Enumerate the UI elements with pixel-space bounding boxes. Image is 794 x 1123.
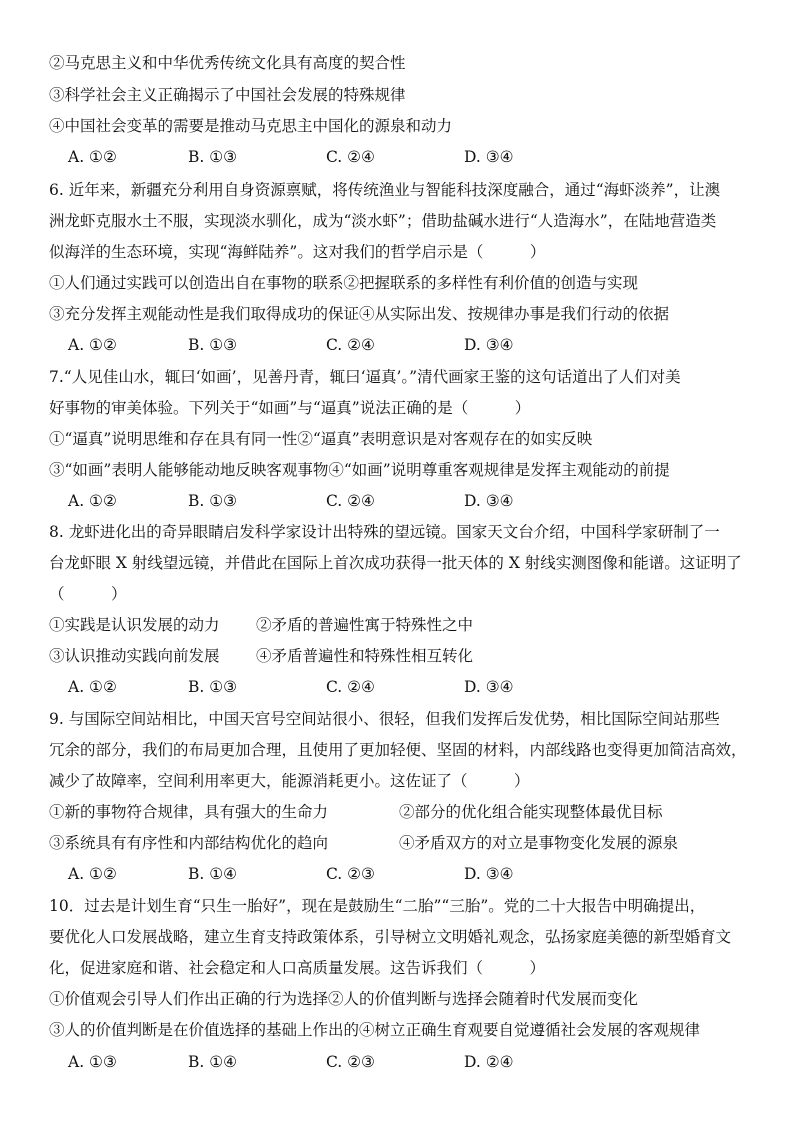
q9-option-d[interactable]: D. ③④ <box>464 865 514 883</box>
q6-stem-line-2: 洲龙虾克服水土不服，实现淡水驯化，成为“淡水虾”；借助盐碱水进行“人造海水”，在陆地营造类 <box>49 212 717 230</box>
q7-option-b[interactable]: B. ①③ <box>188 492 238 510</box>
q8-statement-3: ③认识推动实践向前发展 <box>49 647 220 665</box>
q10-option-c[interactable]: C. ②③ <box>326 1053 375 1071</box>
q8-stem-line-2: 台龙虾眼 X 射线望远镜，并借此在国际上首次成功获得一批天体的 X 射线实测图像和能谱。这证明了 <box>49 554 742 572</box>
q8-statement-1: ①实践是认识发展的动力 <box>49 616 220 634</box>
q5-statement-3: ③科学社会主义正确揭示了中国社会发展的特殊规律 <box>49 86 406 104</box>
q6-stem-line-3: 似海洋的生态环境，实现“海鲜陆养”。这对我们的哲学启示是（ ） <box>49 243 546 261</box>
q9-statements-row-1 <box>49 802 754 822</box>
q7-statements-1-2: ①“逼真”说明思维和存在具有同一性②“逼真”表明意识是对客观存在的如实反映 <box>49 430 593 448</box>
q10-stem-line-2: 要优化人口发展战略，建立生育支持政策体系，引导树立文明婚礼观念，弘扬家庭美德的新型婚育文 <box>49 928 732 946</box>
q9-statement-2: ②部分的优化组合能实现整体最优目标 <box>399 803 663 821</box>
q5-statement-4: ④中国社会变革的需要是推动马克思主中国化的源泉和动力 <box>49 117 453 135</box>
q9-option-b[interactable]: B. ①④ <box>188 865 238 883</box>
q7-option-c[interactable]: C. ②④ <box>326 492 375 510</box>
q9-option-a[interactable]: A. ①② <box>68 865 117 883</box>
q10-option-d[interactable]: D. ②④ <box>464 1053 514 1071</box>
q8-option-a[interactable]: A. ①② <box>68 678 117 696</box>
q6-stem-line-1: 6. 近年来，新疆充分利用自身资源禀赋，将传统渔业与智能科技深度融合，通过“海虾淡养”，让澳 <box>49 181 721 199</box>
q6-statements-3-4: ③充分发挥主观能动性是我们取得成功的保证④从实际出发、按规律办事是我们行动的依据 <box>49 305 670 323</box>
q10-stem-line-1: 10．过去是计划生育“只生一胎好”，现在是鼓励生“二胎”“三胎”。党的二十大报告中明确提出， <box>49 897 706 915</box>
q9-statement-1: ①新的事物符合规律，具有强大的生命力 <box>49 803 329 821</box>
q8-option-c[interactable]: C. ②④ <box>326 678 375 696</box>
q6-option-d[interactable]: D. ③④ <box>464 336 514 354</box>
q10-statements-3-4: ③人的价值判断是在价值选择的基础上作出的④树立正确生育观要自觉遵循社会发展的客观规律 <box>49 1021 701 1039</box>
q7-option-d[interactable]: D. ③④ <box>464 492 514 510</box>
q7-stem-line-2: 好事物的审美体验。下列关于“如画”与“逼真”说法正确的是（ ） <box>49 399 531 417</box>
q10-stem-line-3: 化，促进家庭和谐、社会稳定和人口高质量发展。这告诉我们（ ） <box>49 959 546 977</box>
q6-option-b[interactable]: B. ①③ <box>188 336 238 354</box>
q8-statements-row-2 <box>49 646 754 666</box>
q7-options <box>68 491 588 511</box>
q7-statements-3-4: ③“如画”表明人能够能动地反映客观事物④“如画”说明尊重客观规律是发挥主观能动的前提 <box>49 461 670 479</box>
q7-option-a[interactable]: A. ①② <box>68 492 117 510</box>
q5-option-c[interactable]: C. ②④ <box>326 148 375 166</box>
q10-options <box>68 1052 588 1072</box>
q9-statements-row-2 <box>49 833 754 853</box>
q8-statement-2: ②矛盾的普遍性寓于特殊性之中 <box>256 616 474 634</box>
q5-option-d[interactable]: D. ③④ <box>464 148 514 166</box>
q10-option-b[interactable]: B. ①④ <box>188 1053 238 1071</box>
q6-option-c[interactable]: C. ②④ <box>326 336 375 354</box>
q9-options <box>68 864 588 884</box>
q6-options <box>68 335 588 355</box>
q5-option-a[interactable]: A. ①② <box>68 148 117 166</box>
q9-stem-line-3: 减少了故障率，空间利用率更大，能源消耗更小。这佐证了（ ） <box>49 772 530 790</box>
q5-options <box>68 147 588 167</box>
q8-statement-4: ④矛盾普遍性和特殊性相互转化 <box>256 647 474 665</box>
q5-statement-2: ②马克思主义和中华优秀传统文化具有高度的契合性 <box>49 54 406 72</box>
q7-stem-line-1: 7.“人见佳山水，辄曰‘如画’，见善丹青，辄曰‘逼真’。”清代画家王鉴的这句话道出了人们对美 <box>49 368 681 386</box>
q8-stem-line-3: （ ） <box>49 585 127 603</box>
q9-statement-3: ③系统具有有序性和内部结构优化的趋向 <box>49 834 329 852</box>
q8-option-d[interactable]: D. ③④ <box>464 678 514 696</box>
q10-option-a[interactable]: A. ①③ <box>68 1053 117 1071</box>
q5-option-b[interactable]: B. ①③ <box>188 148 238 166</box>
q9-option-c[interactable]: C. ②③ <box>326 865 375 883</box>
q8-option-b[interactable]: B. ①③ <box>188 678 238 696</box>
q9-statement-4: ④矛盾双方的对立是事物变化发展的源泉 <box>399 834 679 852</box>
q9-stem-line-1: 9. 与国际空间站相比，中国天宫号空间站很小、很轻，但我们发挥后发优势，相比国际空间站那些 <box>49 710 720 728</box>
q8-options <box>68 677 588 697</box>
q9-stem-line-2: 冗余的部分，我们的布局更加合理，且使用了更加轻便、坚固的材料，内部线路也变得更加简洁高效， <box>49 741 747 759</box>
q6-statements-1-2: ①人们通过实践可以创造出自在事物的联系②把握联系的多样性有利价值的创造与实现 <box>49 274 639 292</box>
q8-statements-row-1 <box>49 615 754 635</box>
q10-statements-1-2: ①价值观会引导人们作出正确的行为选择②人的价值判断与选择会随着时代发展而变化 <box>49 990 639 1008</box>
q6-option-a[interactable]: A. ①② <box>68 336 117 354</box>
q8-stem-line-1: 8. 龙虾进化出的奇异眼睛启发科学家设计出特殊的望远镜。国家天文台介绍，中国科学家研制了一 <box>49 523 720 541</box>
